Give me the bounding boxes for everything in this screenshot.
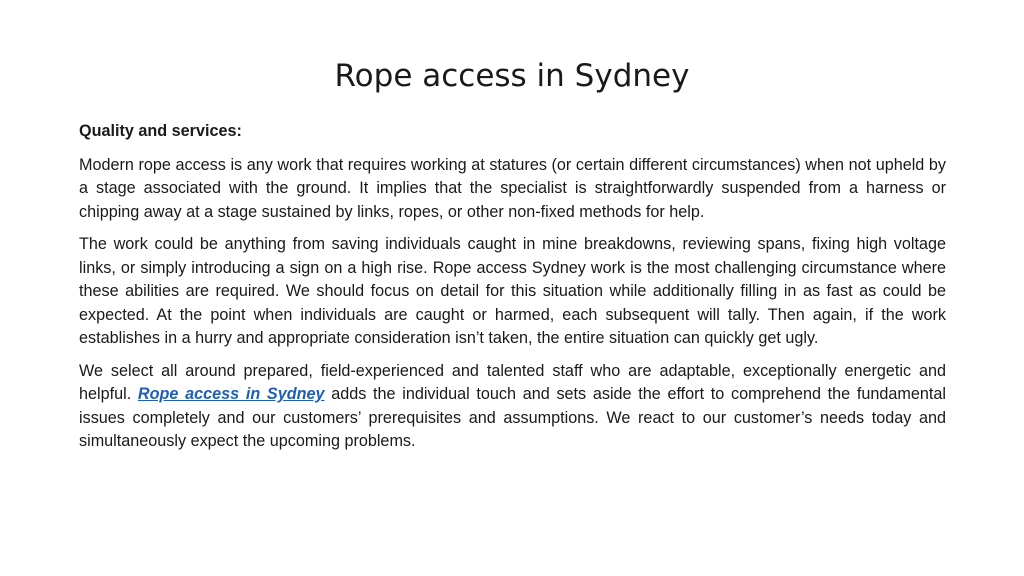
- paragraph-work-description: The work could be anything from saving individuals caught in mine breakdowns, reviewing spans, fixing high voltage links, or simply introducing a sign on a high rise. Rope access Sydney work is the most challenging circumstance where these abilities are required. We should focus on detail for this situation while additionally filling in as fast as could be expected. At the point when individuals are caught or harmed, each subsequent will tally. Then again, if the work establishes in a hurry and appropriate consideration isn’t taken, the entire situation can quickly get ugly.: [79, 235, 946, 347]
- paragraph-staff: [79, 360, 946, 454]
- paragraph-staff-text-before: We select all around prepared, field-experienced and talented staff who are adaptable, exceptionally energetic and helpful.: [79, 361, 946, 403]
- section-subheading: Quality and services:: [79, 122, 242, 140]
- paragraph-staff-text-after: adds the individual touch and sets aside the effort to comprehend the fundamental issues completely and our customers’ prerequisites and assumptions. We react to our customer’s needs today and simultaneously expect the upcoming problems.: [79, 385, 946, 450]
- slide-body: [79, 120, 946, 463]
- rope-access-sydney-link[interactable]: Rope access in Sydney: [137, 385, 325, 403]
- paragraph-intro: Modern rope access is any work that requires working at statures (or certain different circumstances) when not upheld by a stage associated with the ground. It implies that the specialist is straightforwardly suspended from a harness or chipping away at a stage sustained by links, ropes, or other non-fixed methods for help.: [79, 155, 946, 221]
- slide-title: Rope access in Sydney: [334, 58, 690, 94]
